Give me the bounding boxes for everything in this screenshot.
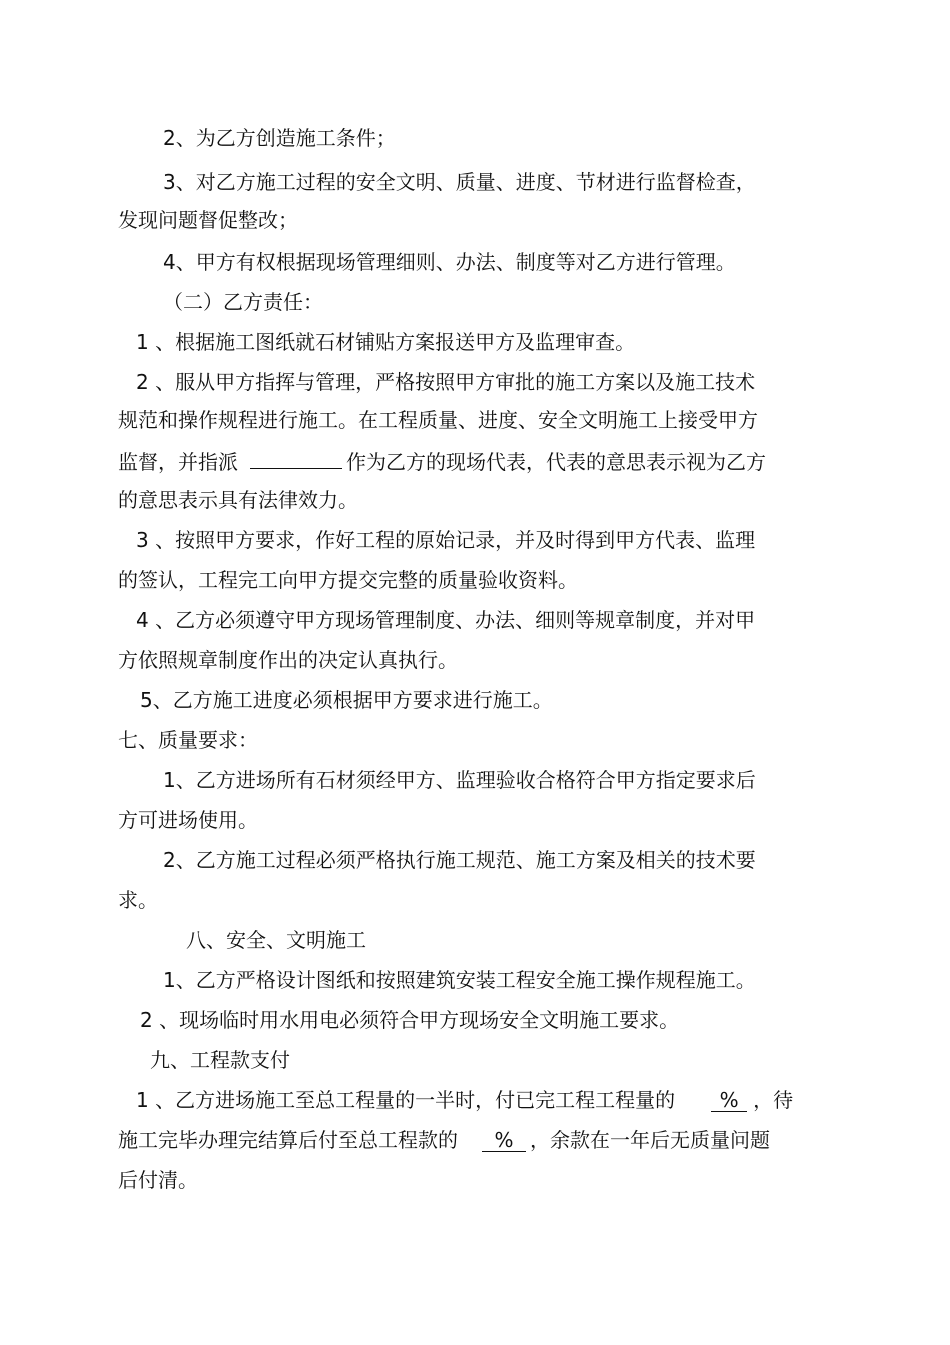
section-heading: 八、安全、文明施工 [186,928,366,952]
text-line: 2、为乙方创造施工条件； [163,126,396,150]
text-line: 4、甲方有权根据现场管理细则、办法、制度等对乙方进行管理。 [163,250,736,274]
text-line: 4 、乙方必须遵守甲方现场管理制度、办法、细则等规章制度，并对甲 [136,608,756,632]
section-heading: 七、质量要求： [118,728,258,752]
text-segment: 1 、乙方进场施工至总工程量的一半时，付已完工程工程量的 [136,1088,676,1112]
text-line: 1 、根据施工图纸就石材铺贴方案报送甲方及监理审查。 [136,330,636,354]
text-line [118,448,766,476]
text-line: 求。 [118,888,158,912]
text-line: 5、乙方施工进度必须根据甲方要求进行施工。 [140,688,553,712]
text-line: 的意思表示具有法律效力。 [118,488,358,512]
text-segment: ，余款在一年后无质量问题 [530,1128,770,1152]
text-line: 2、乙方施工过程必须严格执行施工规范、施工方案及相关的技术要 [163,848,756,872]
text-line: 的签认，工程完工向甲方提交完整的质量验收资料。 [118,568,578,592]
percent-blank: % [482,1129,526,1152]
percent-blank: % [711,1089,747,1112]
text-line: 方依照规章制度作出的决定认真执行。 [118,648,458,672]
text-segment: 施工完毕办理完结算后付至总工程款的 [118,1128,458,1152]
text-line: 规范和操作规程进行施工。在工程质量、进度、安全文明施工上接受甲方 [118,408,758,432]
text-line: 3、对乙方施工过程的安全文明、质量、进度、节材进行监督检查， [163,170,756,194]
text-line: 3 、按照甲方要求，作好工程的原始记录，并及时得到甲方代表、监理 [136,528,756,552]
text-line: 1、乙方进场所有石材须经甲方、监理验收合格符合甲方指定要求后 [163,768,756,792]
text-segment: 监督，并指派 [118,450,238,474]
text-line: 2 、现场临时用水用电必须符合甲方现场安全文明施工要求。 [140,1008,680,1032]
text-line [136,1086,793,1114]
text-line: 方可进场使用。 [118,808,258,832]
text-segment: 作为乙方的现场代表，代表的意思表示视为乙方 [346,450,766,474]
text-line: 后付清。 [118,1168,198,1192]
text-line: 2 、服从甲方指挥与管理，严格按照甲方审批的施工方案以及施工技术 [136,370,756,394]
text-line: 发现问题督促整改； [118,208,298,232]
section-heading: 九、工程款支付 [150,1048,290,1072]
text-line [118,1126,770,1154]
blank-field [250,468,342,469]
section-heading: （二）乙方责任： [163,290,323,314]
text-segment: ，待 [753,1088,794,1112]
text-line: 1、乙方严格设计图纸和按照建筑安装工程安全施工操作规程施工。 [163,968,756,992]
